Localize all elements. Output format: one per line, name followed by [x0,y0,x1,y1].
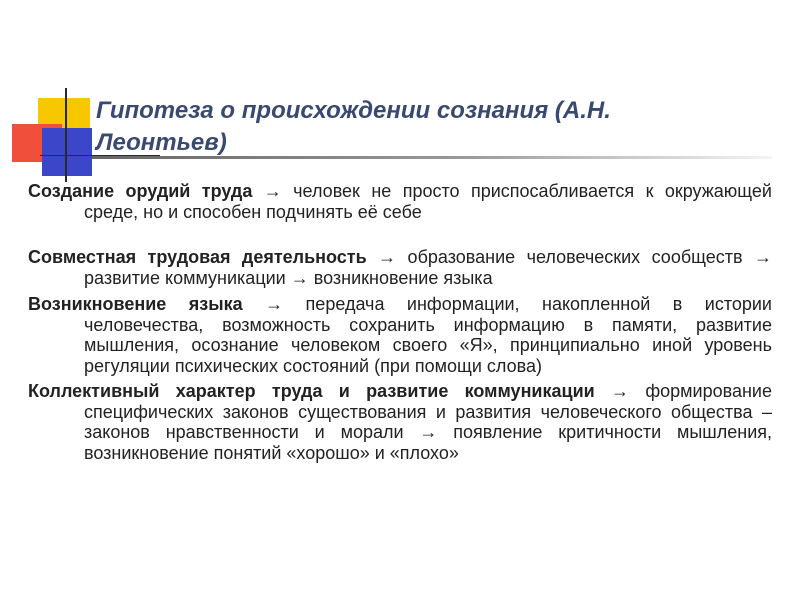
decorative-blue-square [42,128,92,176]
paragraph-term: Возникновение языка [28,294,243,314]
title-underline [92,156,772,159]
paragraph-text: → формирование специфических законов существования и развития человеческого общества – законов нравственности и морали → появление критичности мышления, возникновение понятий «хорошо» и «плохо» [84,381,772,463]
paragraph-text: → образование человеческих сообществ → развитие коммуникации → возникновение языка [84,247,773,288]
paragraph-joint-activity [28,247,772,288]
paragraph-text: → передача информации, накопленной в истории человечества, возможность сохранить информацию в памяти, развитие мышления, осознание человеком своего «Я», принципиально иной уровень регуляции психических состояний (при помощи слова) [84,294,772,376]
decorative-vertical-line [65,88,67,182]
paragraph-text: → человек не просто приспосабливается к окружающей среде, но и способен подчинять её себе [84,181,772,222]
paragraph-tools [28,181,772,222]
paragraph-collective-labor [28,381,772,463]
paragraph-term: Совместная трудовая деятельность [28,247,367,267]
slide-title: Гипотеза о происхождении сознания (А.Н. Леонтьев) [96,97,611,156]
slide-body [28,181,772,463]
paragraph-term: Коллективный характер труда и развитие коммуникации [28,381,595,401]
paragraph-term: Создание орудий труда [28,181,253,201]
paragraph-language [28,294,772,376]
